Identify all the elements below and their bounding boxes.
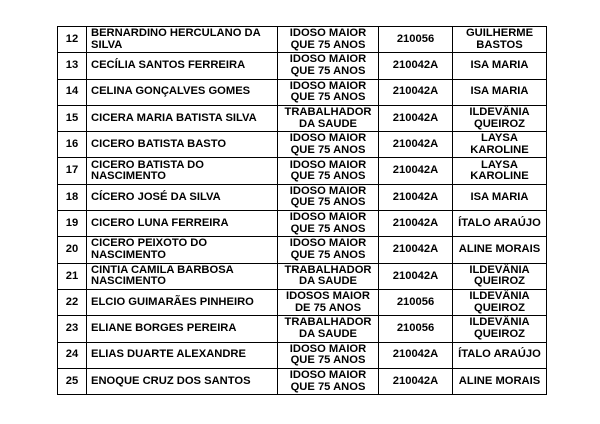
name-cell: CECÍLIA SANTOS FERREIRA: [87, 53, 278, 79]
name-cell: CICERO BATISTA BASTO: [87, 132, 278, 158]
code-cell: 210042A: [379, 184, 453, 210]
vaccinator-cell: ILDEVÂNIA QUEIROZ: [453, 289, 547, 315]
vaccinator-cell: ÍTALO ARAÚJO: [453, 342, 547, 368]
name-cell: ELCIO GUIMARÃES PINHEIRO: [87, 289, 278, 315]
category-cell: IDOSO MAIOR QUE 75 ANOS: [278, 184, 379, 210]
name-cell: CINTIA CAMILA BARBOSA NASCIMENTO: [87, 263, 278, 289]
table-row: [58, 53, 547, 79]
code-cell: 210056: [379, 27, 453, 53]
vaccinator-cell: ILDEVÂNIA QUEIROZ: [453, 316, 547, 342]
vaccinator-cell: ÍTALO ARAÚJO: [453, 211, 547, 237]
table-row: [58, 79, 547, 105]
table-row: [58, 289, 547, 315]
code-cell: 210042A: [379, 211, 453, 237]
code-cell: 210042A: [379, 263, 453, 289]
category-cell: IDOSO MAIOR QUE 75 ANOS: [278, 342, 379, 368]
category-cell: IDOSO MAIOR QUE 75 ANOS: [278, 237, 379, 263]
vaccinator-cell: LAYSA KAROLINE: [453, 158, 547, 184]
name-cell: BERNARDINO HERCULANO DA SILVA: [87, 27, 278, 53]
category-cell: IDOSO MAIOR QUE 75 ANOS: [278, 368, 379, 394]
category-cell: IDOSO MAIOR QUE 75 ANOS: [278, 79, 379, 105]
table-body: [58, 27, 547, 395]
category-cell: TRABALHADOR DA SAUDE: [278, 263, 379, 289]
table-row: [58, 105, 547, 131]
code-cell: 210042A: [379, 342, 453, 368]
table-row: [58, 368, 547, 394]
table-row: [58, 158, 547, 184]
category-cell: TRABALHADOR DA SAUDE: [278, 316, 379, 342]
row-number-cell: 23: [58, 316, 87, 342]
code-cell: 210042A: [379, 53, 453, 79]
row-number-cell: 24: [58, 342, 87, 368]
code-cell: 210042A: [379, 158, 453, 184]
row-number-cell: 15: [58, 105, 87, 131]
row-number-cell: 18: [58, 184, 87, 210]
category-cell: IDOSO MAIOR QUE 75 ANOS: [278, 27, 379, 53]
name-cell: ENOQUE CRUZ DOS SANTOS: [87, 368, 278, 394]
table-row: [58, 184, 547, 210]
vaccination-list-table: [57, 26, 547, 395]
table-row: [58, 211, 547, 237]
name-cell: CICERO LUNA FERREIRA: [87, 211, 278, 237]
row-number-cell: 12: [58, 27, 87, 53]
name-cell: CELINA GONÇALVES GOMES: [87, 79, 278, 105]
vaccinator-cell: ALINE MORAIS: [453, 368, 547, 394]
row-number-cell: 17: [58, 158, 87, 184]
code-cell: 210042A: [379, 105, 453, 131]
code-cell: 210042A: [379, 79, 453, 105]
category-cell: IDOSO MAIOR QUE 75 ANOS: [278, 132, 379, 158]
category-cell: IDOSOS MAIOR DE 75 ANOS: [278, 289, 379, 315]
category-cell: IDOSO MAIOR QUE 75 ANOS: [278, 53, 379, 79]
vaccinator-cell: ILDEVÂNIA QUEIROZ: [453, 263, 547, 289]
code-cell: 210042A: [379, 132, 453, 158]
category-cell: TRABALHADOR DA SAUDE: [278, 105, 379, 131]
row-number-cell: 22: [58, 289, 87, 315]
vaccinator-cell: LAYSA KAROLINE: [453, 132, 547, 158]
row-number-cell: 14: [58, 79, 87, 105]
name-cell: CICERO BATISTA DO NASCIMENTO: [87, 158, 278, 184]
table-row: [58, 132, 547, 158]
name-cell: ELIAS DUARTE ALEXANDRE: [87, 342, 278, 368]
table-row: [58, 342, 547, 368]
code-cell: 210056: [379, 316, 453, 342]
vaccinator-cell: ISA MARIA: [453, 53, 547, 79]
name-cell: CICERO PEIXOTO DO NASCIMENTO: [87, 237, 278, 263]
name-cell: CICERA MARIA BATISTA SILVA: [87, 105, 278, 131]
code-cell: 210056: [379, 289, 453, 315]
row-number-cell: 25: [58, 368, 87, 394]
vaccinator-cell: GUILHERME BASTOS: [453, 27, 547, 53]
row-number-cell: 16: [58, 132, 87, 158]
category-cell: IDOSO MAIOR QUE 75 ANOS: [278, 158, 379, 184]
vaccinator-cell: ILDEVÂNIA QUEIROZ: [453, 105, 547, 131]
row-number-cell: 13: [58, 53, 87, 79]
vaccinator-cell: ISA MARIA: [453, 79, 547, 105]
table-row: [58, 27, 547, 53]
name-cell: ELIANE BORGES PEREIRA: [87, 316, 278, 342]
row-number-cell: 20: [58, 237, 87, 263]
table-row: [58, 237, 547, 263]
row-number-cell: 21: [58, 263, 87, 289]
category-cell: IDOSO MAIOR QUE 75 ANOS: [278, 211, 379, 237]
code-cell: 210042A: [379, 237, 453, 263]
name-cell: CÍCERO JOSÉ DA SILVA: [87, 184, 278, 210]
table-row: [58, 263, 547, 289]
table-row: [58, 316, 547, 342]
vaccinator-cell: ISA MARIA: [453, 184, 547, 210]
row-number-cell: 19: [58, 211, 87, 237]
code-cell: 210042A: [379, 368, 453, 394]
vaccinator-cell: ALINE MORAIS: [453, 237, 547, 263]
